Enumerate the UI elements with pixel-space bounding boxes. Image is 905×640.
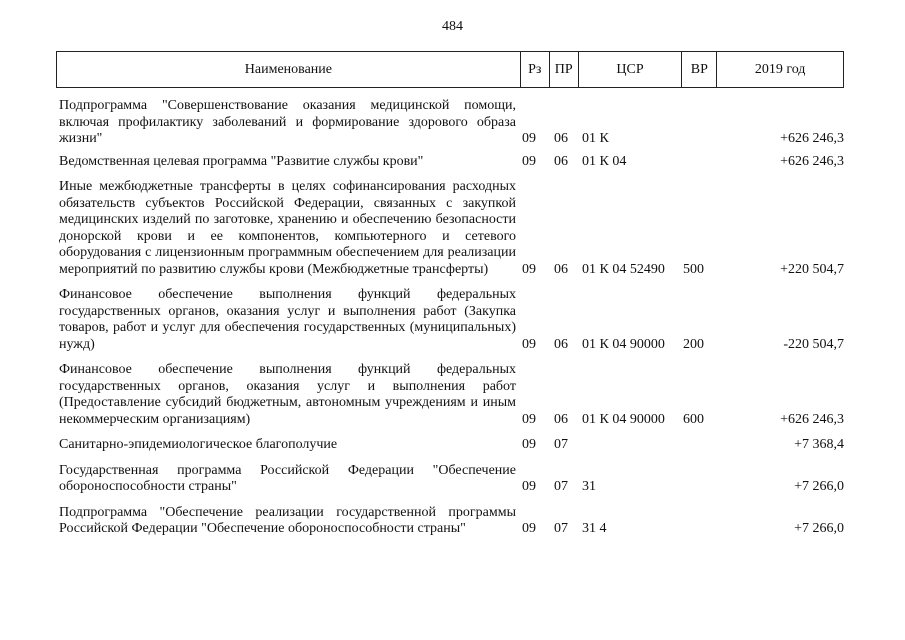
header-vr: ВР: [681, 52, 716, 87]
table-row: [56, 98, 844, 148]
row-name: Иные межбюджетные трансферты в целях софинансирования расходных обязательств субъектов Российской Федерации, связанных с закупкой медицинских изделий по заготовке, хранению и обеспечению безопасности донорской крови и ее компонентов, компьютерного и сетевого оборудования с лицензионным программным обеспечением для реализации мероприятий по развитию службы крови (Межбюджетные трансферты): [59, 179, 516, 277]
header-name: Наименование: [244, 61, 333, 77]
row-name: Финансовое обеспечение выполнения функций федеральных государственных органов, оказания услуг и выполнения работ (Предоставление субсидий бюджетным, автономным учреждениям и иным некоммерческим организациям): [59, 362, 516, 427]
row-csr: 31: [582, 479, 596, 494]
row-pr: 06: [554, 261, 568, 277]
row-pr: 06: [554, 411, 568, 427]
row-csr: 01 К 04 52490: [582, 261, 665, 277]
row-amount: -220 504,7: [783, 336, 844, 352]
row-name: Государственная программа Российской Федерации "Обеспечение обороноспособности страны": [59, 462, 516, 494]
row-rz: 09: [522, 261, 536, 277]
row-amount: +7 266,0: [794, 479, 844, 494]
table-row: [56, 505, 844, 538]
table-header: [56, 51, 844, 88]
row-pr: 06: [554, 153, 568, 169]
header-year: 2019 год: [716, 52, 843, 87]
row-amount: +626 246,3: [780, 131, 844, 146]
row-rz: 09: [522, 411, 536, 427]
budget-table: [56, 51, 844, 538]
row-csr: 01 К 04 90000: [582, 336, 665, 352]
page-number: 484: [442, 19, 463, 34]
table-row: [56, 362, 844, 428]
table-row: [56, 287, 844, 353]
row-rz: 09: [522, 437, 536, 452]
row-pr: 06: [554, 131, 568, 146]
row-amount: +220 504,7: [780, 261, 844, 277]
row-pr: 07: [554, 521, 568, 536]
row-name: Ведомственная целевая программа "Развитие службы крови": [59, 153, 424, 169]
row-rz: 09: [522, 479, 536, 494]
row-rz: 09: [522, 336, 536, 352]
row-csr: 01 К 04 90000: [582, 411, 665, 427]
row-pr: 07: [554, 437, 568, 452]
header-pr: ПР: [549, 52, 578, 87]
header-csr: ЦСР: [578, 52, 682, 87]
row-rz: 09: [522, 153, 536, 169]
row-csr: 31 4: [582, 521, 607, 536]
row-vr: 200: [683, 336, 704, 352]
row-pr: 06: [554, 336, 568, 352]
row-amount: +7 266,0: [794, 521, 844, 536]
table-row: [56, 437, 844, 454]
row-amount: +7 368,4: [794, 437, 844, 452]
row-rz: 09: [522, 521, 536, 536]
row-name: Санитарно-эпидемиологическое благополучие: [59, 437, 338, 452]
row-name: Финансовое обеспечение выполнения функций федеральных государственных органов, оказания услуг и выполнения работ (Закупка товаров, работ и услуг для обеспечения государственных (муниципальных) нужд): [59, 287, 516, 352]
row-name: Подпрограмма "Обеспечение реализации государственной программы Российской Федерации "Обеспечение обороноспособности страны": [59, 504, 516, 536]
table-row: [56, 463, 844, 496]
row-amount: +626 246,3: [780, 153, 844, 169]
table-row: [56, 154, 844, 171]
row-csr: 01 К: [582, 131, 609, 146]
table-row: [56, 179, 844, 278]
row-vr: 500: [683, 261, 704, 277]
row-amount: +626 246,3: [780, 411, 844, 427]
header-rz: Рз: [520, 52, 549, 87]
row-name: Подпрограмма "Совершенствование оказания медицинской помощи, включая профилактику заболеваний и формирование здорового образа жизни": [59, 98, 516, 146]
row-vr: 600: [683, 411, 704, 427]
row-rz: 09: [522, 131, 536, 146]
row-pr: 07: [554, 479, 568, 494]
row-csr: 01 К 04: [582, 153, 627, 169]
